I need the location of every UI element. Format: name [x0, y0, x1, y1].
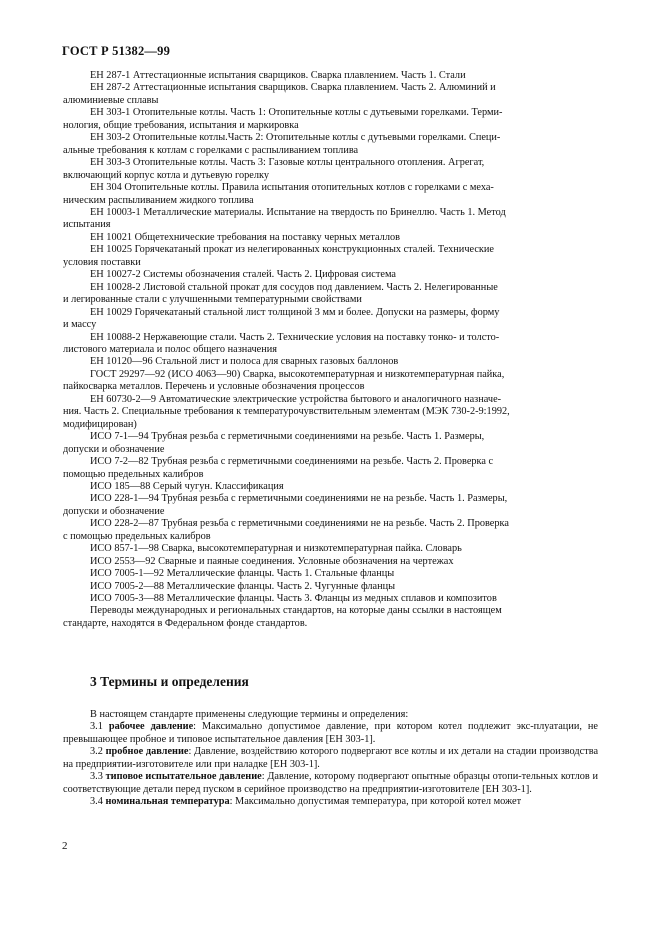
reference-line: ИСО 7-2—82 Трубная резьба с герметичными соединениями на резьбе. Часть 2. Проверка с	[90, 456, 494, 468]
reference-line: ИСО 7005-2—88 Металлические фланцы. Часть 2. Чугунные фланцы	[90, 580, 396, 592]
term-definition	[63, 746, 598, 771]
reference-entry	[63, 431, 598, 456]
reference-line: ИСО 228-2—87 Трубная резьба с герметичными соединениями не на резьбе. Часть 2. Проверка	[90, 518, 509, 530]
reference-entry	[63, 493, 598, 518]
term-text: : Максимально допустимая температура, при которой котел может	[229, 796, 522, 808]
reference-line: ЕН 10029 Горячекатаный стальной лист толщиной 3 мм и более. Допуски на размеры, форму	[90, 306, 500, 318]
reference-line: ЕН 10027-2 Системы обозначения сталей. Часть 2. Цифровая система	[90, 269, 396, 281]
reference-line: ИСО 7005-1—92 Металлические фланцы. Часть 1. Стальные фланцы	[90, 568, 395, 580]
page-number: 2	[62, 840, 68, 852]
term-definition	[63, 771, 598, 796]
reference-line: допуски и обозначение	[63, 443, 165, 455]
reference-entry	[63, 132, 598, 157]
reference-entry	[63, 206, 598, 232]
reference-line: ЕН 10028-2 Листовой стальной прокат для сосудов под давлением. Часть 2. Нелегированные	[90, 281, 498, 293]
reference-line: ЕН 287-2 Аттестационные испытания сварщиков. Сварка плавлением. Часть 2. Алюминий и	[90, 82, 496, 94]
reference-line: ническим распыливанием жидкого топлива	[63, 194, 254, 206]
reference-line: листового материала и полос общего назначения	[63, 343, 277, 355]
reference-line: ния. Часть 2. Специальные требования к температурочувствительным элементам (МЭК 730-2-9:1992,	[63, 406, 510, 418]
reference-entry	[63, 368, 598, 394]
reference-entry	[63, 244, 598, 269]
reference-line: ГОСТ 29297—92 (ИСО 4063—90) Сварка, высокотемпературная и низкотемпературная пайка,	[90, 368, 505, 380]
section-heading: 3 Термины и определения	[90, 674, 249, 689]
reference-line: стандарте, находятся в Федеральном фонде стандартов.	[63, 617, 308, 629]
reference-entry	[90, 481, 598, 493]
reference-entry	[63, 82, 598, 107]
term-name: рабочее давление	[108, 721, 194, 733]
reference-line: ЕН 304 Отопительные котлы. Правила испытания отопительных котлов с горелками с меха-	[90, 182, 494, 194]
reference-line: ЕН 303-1 Отопительные котлы. Часть 1: Отопительные котлы с дутьевыми горелками. Терми-	[90, 107, 503, 119]
term-number: 3.2	[90, 746, 106, 758]
reference-line: ИСО 185—88 Серый чугун. Классификация	[90, 480, 284, 492]
reference-entry	[63, 393, 598, 431]
reference-entry	[90, 269, 598, 281]
term-name: типовое испытательное давление	[105, 771, 262, 783]
reference-entry	[63, 456, 598, 481]
reference-line: помощью предельных калибров	[63, 468, 204, 480]
reference-line: ИСО 228-1—94 Трубная резьба с герметичными соединениями не на резьбе. Часть 1. Размеры,	[90, 493, 508, 505]
reference-line: с помощью предельных калибров	[63, 530, 211, 542]
reference-line: ЕН 303-2 Отопительные котлы.Часть 2: Отопительные котлы с дутьевыми горелками. Специ-	[90, 132, 501, 144]
document-header: ГОСТ Р 51382—99	[62, 44, 171, 58]
term-number: 3.1	[90, 721, 109, 733]
reference-entry	[63, 182, 598, 207]
reference-entry	[63, 281, 598, 307]
reference-entry	[90, 232, 598, 244]
reference-line: ЕН 10021 Общетехнические требования на поставку черных металлов	[90, 231, 400, 243]
reference-line: условия поставки	[63, 256, 141, 268]
term-number: 3.3	[90, 771, 106, 783]
reference-entry	[90, 556, 598, 568]
reference-line: ЕН 10025 Горячекатаный прокат из нелегированных конструкционных сталей. Технические	[90, 244, 494, 256]
term-text: : Давление, которому подвергают опытные образцы отопи-тельных котлов и соответствующие детали перед пуском в серийное производство на предприятии-изготовителе [ЕН 303-1].	[63, 771, 599, 795]
reference-line: модифицирован)	[63, 418, 137, 430]
reference-line: ИСО 7005-3—88 Металлические фланцы. Часть 3. Фланцы из медных сплавов и композитов	[90, 593, 497, 605]
reference-entry	[63, 107, 598, 132]
reference-entry	[90, 593, 598, 605]
reference-line: ИСО 857-1—98 Сварка, высокотемпературная и низкотемпературная пайка. Словарь	[90, 543, 462, 555]
reference-line: ИСО 2553—92 Сварные и паяные соединения. Условные обозначения на чертежах	[90, 555, 454, 567]
reference-line: ИСО 7-1—94 Трубная резьба с герметичными соединениями на резьбе. Часть 1. Размеры,	[90, 431, 485, 443]
term-text: : Давление, воздействию которого подвергают все котлы и их детали на стадии производства на предприятии-изготовителе или при наладке [ЕН 303-1].	[63, 746, 599, 770]
reference-line: Переводы международных и региональных стандартов, на которые даны ссылки в настоящем	[90, 605, 502, 617]
term-definition	[63, 721, 598, 746]
reference-line: и легированные стали с улучшенными температурными свойствами	[63, 294, 362, 306]
reference-entry	[63, 157, 598, 182]
normative-references-list	[63, 70, 598, 630]
reference-line: ЕН 10088-2 Нержавеющие стали. Часть 2. Технические условия на поставку тонко- и толсто-	[90, 331, 500, 343]
reference-line: включающий корпус котла и дутьевую горелку	[63, 169, 270, 181]
reference-entry	[90, 70, 598, 82]
reference-entry	[90, 543, 598, 555]
reference-line: ЕН 10003-1 Металлические материалы. Испытание на твердость по Бринеллю. Часть 1. Метод	[90, 206, 506, 218]
reference-line: ЕН 10120—96 Стальной лист и полоса для сварных газовых баллонов	[90, 356, 399, 368]
term-name: пробное давление	[105, 746, 189, 758]
reference-entry	[63, 331, 598, 357]
terms-section	[63, 709, 598, 809]
reference-line: ЕН 303-3 Отопительные котлы. Часть 3: Газовые котлы центрального отопления. Агрегат,	[90, 157, 485, 169]
reference-entry	[63, 605, 598, 630]
reference-line: испытания	[63, 219, 111, 231]
reference-line: ЕН 287-1 Аттестационные испытания сварщиков. Сварка плавлением. Часть 1. Стали	[90, 70, 466, 81]
reference-line: нология, общие требования, испытания и маркировка	[63, 119, 299, 131]
reference-line: и массу	[63, 319, 97, 331]
reference-line: допуски и обозначение	[63, 505, 165, 517]
reference-line: пайкосварка металлов. Перечень и условные обозначения процессов	[63, 381, 365, 393]
reference-line: альные требования к котлам с горелками с распыливанием топлива	[63, 144, 359, 156]
term-number: 3.4	[90, 796, 106, 808]
reference-entry	[90, 581, 598, 593]
reference-entry	[63, 518, 598, 543]
reference-entry	[63, 306, 598, 332]
terms-intro: В настоящем стандарте применены следующие термины и определения:	[90, 709, 409, 720]
reference-line: ЕН 60730-2—9 Автоматические электрические устройства бытового и аналогичного назначе-	[90, 393, 502, 405]
term-definition	[63, 796, 598, 808]
reference-entry	[90, 568, 598, 580]
term-name: номинальная температура	[105, 796, 230, 808]
term-text: : Максимально допустимое давление, при котором котел подлежит экс-плуатации, не превышающее пробное и типовое испытательное давления [ЕН 303-1].	[63, 721, 598, 745]
reference-entry	[90, 356, 598, 368]
reference-line: алюминиевые сплавы	[63, 94, 159, 106]
